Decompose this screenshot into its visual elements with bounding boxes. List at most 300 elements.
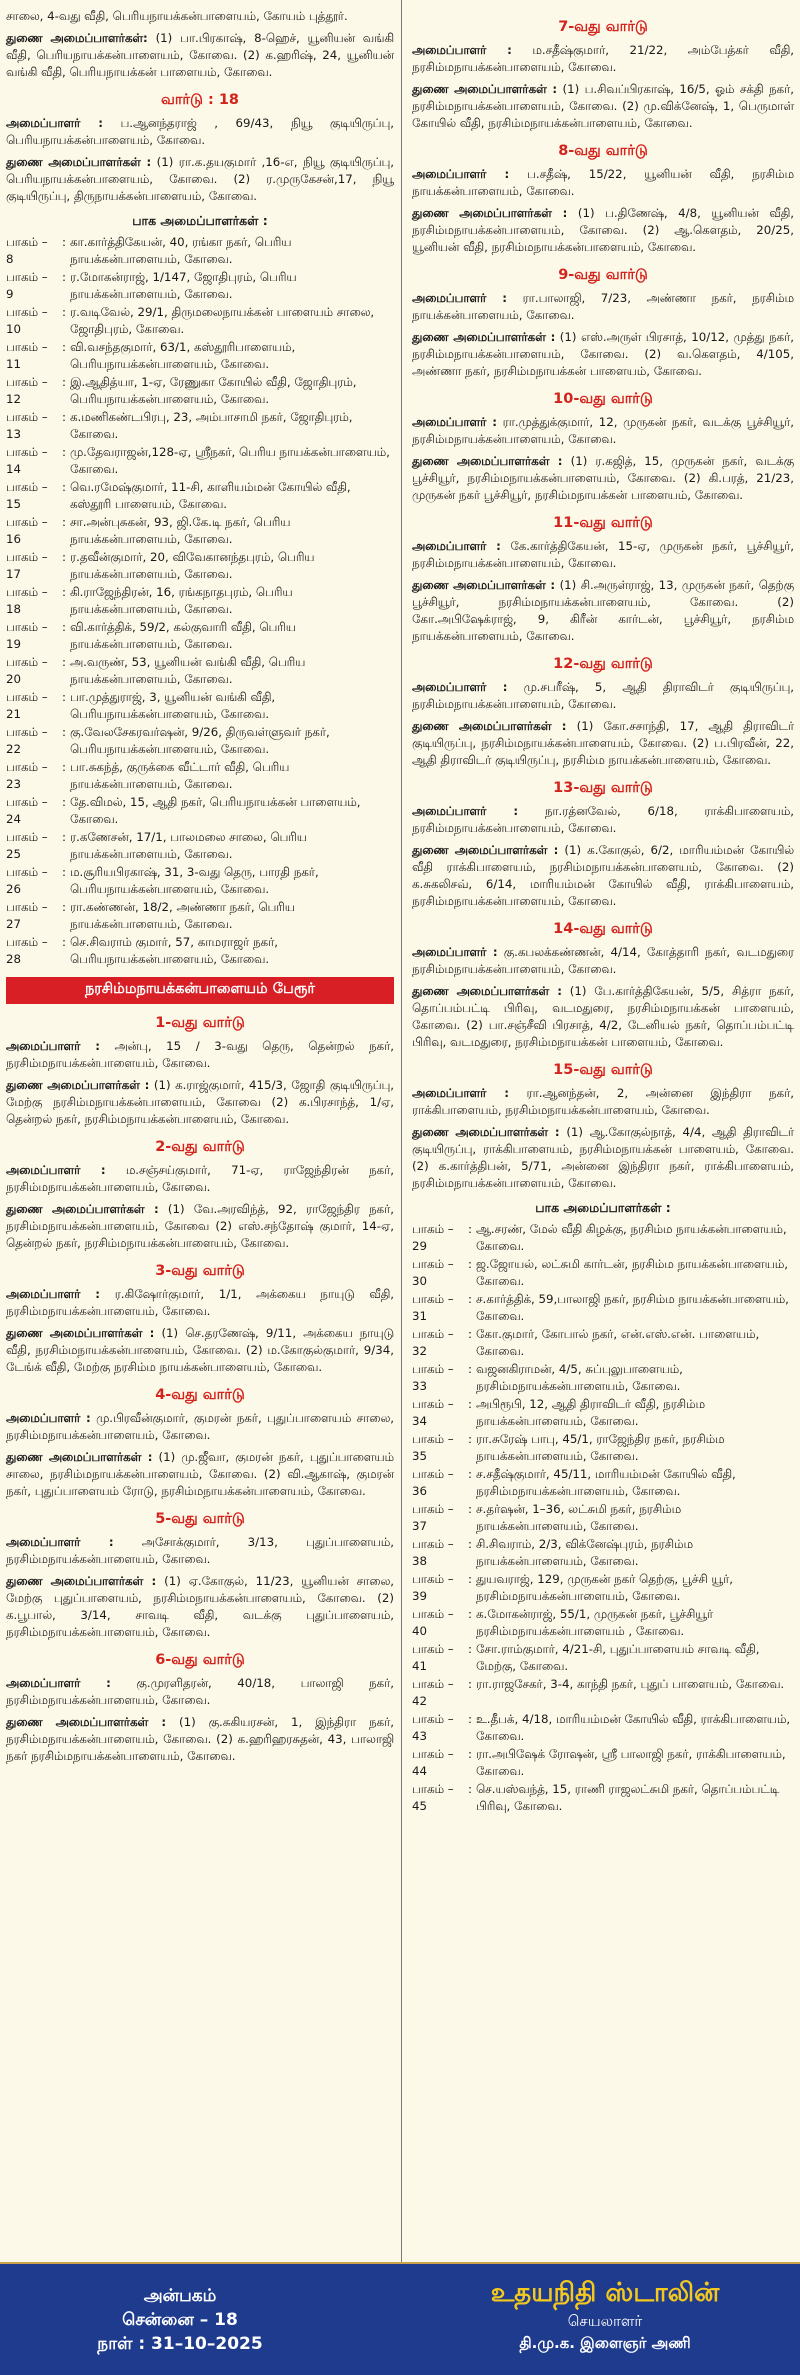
ward-block [6,1015,394,1128]
booth-number: பாகம் – 25 [6,830,48,861]
footer-signatory [440,2276,770,2354]
booth-number: பாகம் – 8 [6,235,48,266]
deputy-text: (1) ஏ.கோகுல், 11/23, யூனியன் சாலை, மேற்கு புதுப்பாளையம், நரசிம்மநாயக்கன்பாளையம், கோவை. (2) க.பூபால், 3/14, சாவடி வீதி, வடக்கு புதுப்பாளையம், நரசிம்மநாயக்கன்பாளையம், கோவை. [6,1574,394,1639]
column-divider [401,0,402,2262]
ward-block [412,267,794,380]
booth-person: வெ.ரமேஷ்குமார், 11-சி, காளியம்மன் கோயில் வீதி, கஸ்தூரி பாளையம், கோவை. [70,480,351,511]
booth-person: பா.முத்துராஜ், 3, யூனியன் வங்கி வீதி, பெரியநாயக்கன்பாளையம், கோவை. [70,690,276,721]
ward-block [412,19,794,132]
organizer-text: அசோக்குமார், 3/13, புதுப்பாளையம், நரசிம்மநாயக்கன்பாளையம், கோவை. [6,1535,394,1566]
ward-organizer [6,1534,394,1568]
booth-number: பாகம் – 27 [6,900,48,931]
deputy-label: துணை அமைப்பாளர்கள் : [412,843,559,857]
ward-title: 6-வது வார்டு [155,1652,245,1668]
booth-number: பாகம் – 40 [412,1607,454,1638]
booth-colon: : [62,305,66,319]
booth-person: உ.தீபக், 4/18, மாரியம்மன் கோயில் வீதி, ராக்கிபாளையம், கோவை. [476,1712,791,1743]
booth-list-left [6,234,394,967]
booth-row [412,1746,794,1779]
organizer-text: கு.கபலக்கண்ணன், 4/14, கோத்தாரி நகர், வடமதுரை நரசிம்மநாயக்கன்பாளையம், கோவை. [412,945,795,976]
booth-row [6,409,394,442]
booth-number: பாகம் – 28 [6,935,48,966]
organizer-label: அமைப்பாளர் : [6,1535,114,1549]
footer [0,2262,800,2375]
signatory-organization: தி.மு.க. இளைஞர் அணி [519,2334,691,2352]
booth-colon: : [62,900,66,914]
ward-organizer [412,414,794,448]
booth-colon: : [468,1327,472,1341]
ward-title: 7-வது வார்டு [558,19,648,35]
ward-deputies [6,1573,394,1641]
booth-colon: : [468,1677,472,1691]
ward-organizer [412,290,794,324]
ward-title: 5-வது வார்டு [155,1511,245,1527]
booth-heading-right: பாக அமைப்பாளர்கள் : [535,1200,671,1215]
booth-number: பாகம் – 42 [412,1677,454,1708]
deputy-label: துணை அமைப்பாளர்கள் : [6,1715,167,1729]
ward-deputies [6,1449,394,1500]
booth-row [6,934,394,967]
booth-colon: : [468,1362,472,1376]
ward-18-organizer [6,115,394,149]
organizer-label: அமைப்பாளர் : [6,116,103,130]
organizer-text: ரா.முத்துக்குமார், 12, முருகன் நகர், வடக்கு பூச்சியூர், நரசிம்மநாயக்கன்பாளையம், கோவை. [412,415,794,446]
booth-person: சா.அன்புசுகன், 93, ஜி.கே.டி நகர், பெரிய நாயக்கன்பாளையம், கோவை. [70,515,291,546]
booth-row [412,1571,794,1604]
booth-number: பாகம் – 19 [6,620,48,651]
booth-person: ச.சதீஷ்குமார், 45/11, மாரியம்மன் கோயில் வீதி, நரசிம்மநாயக்கன்பாளையம், கோவை. [476,1467,736,1498]
booth-person: துயவராஜ், 129, முருகன் நகர் தெற்கு, பூச்சி யூர், நரசிம்மநாயக்கன்பாளையம், கோவை. [476,1572,733,1603]
ward-title: 14-வது வார்டு [553,921,653,937]
organizer-label: அமைப்பாளர் : [6,1163,106,1177]
booth-person: ச.கார்த்திக், 59,பாலாஜி நகர், நரசிம்ம நாயக்கன்பாளையம், கோவை. [476,1292,789,1323]
booth-row [6,829,394,862]
organizer-text: கே.கார்த்திகேயன், 15-ஏ, முருகன் நகர், பூச்சியூர், நரசிம்மநாயக்கன்பாளையம், கோவை. [412,539,794,570]
booth-person: ர.தவீன்குமார், 20, விவேகானந்தபுரம், பெரிய நாயக்கன்பாளையம், கோவை. [70,550,315,581]
ward-deputies [412,842,794,910]
booth-colon: : [62,515,66,529]
deputy-label: துணை அமைப்பாளர்கள் : [412,1125,560,1139]
deputy-label: துணை அமைப்பாளர்கள் : [412,206,568,220]
booth-number: பாகம் – 11 [6,340,48,371]
booth-row [6,374,394,407]
booth-number: பாகம் – 18 [6,585,48,616]
booth-colon: : [62,410,66,424]
booth-row [412,1326,794,1359]
booth-colon: : [468,1397,472,1411]
booth-colon: : [62,480,66,494]
booth-number: பாகம் – 34 [412,1397,454,1428]
booth-colon: : [62,795,66,809]
booth-row [6,339,394,372]
footer-office: அன்பகம் [143,2286,217,2306]
deputy-label: துணை அமைப்பாளர்கள் : [412,330,556,344]
intro-deputies [6,30,394,81]
organizer-label: அமைப்பாளர் : [6,1287,101,1301]
ward-block [412,515,794,645]
organizer-label: அமைப்பாளர் : [412,539,501,553]
ward-organizer [412,538,794,572]
booth-colon: : [468,1222,472,1236]
organizer-text: ம.சதீஷ்குமார், 21/22, அம்பேத்கர் வீதி, நரசிம்மநாயக்கன்பாளையம், கோவை. [412,43,795,74]
booth-row [412,1396,794,1429]
booth-colon: : [62,830,66,844]
organizer-label: அமைப்பாளர் : [6,1039,100,1053]
booth-colon: : [62,550,66,564]
booth-row [412,1641,794,1674]
booth-number: பாகம் – 33 [412,1362,454,1393]
booth-person: கா.கார்த்திகேயன், 40, ரங்கா நகர், பெரிய நாயக்கன்பாளையம், கோவை. [70,235,292,266]
booth-colon: : [468,1502,472,1516]
ward-block [6,1387,394,1500]
ward-title: 3-வது வார்டு [155,1263,245,1279]
booth-number: பாகம் – 35 [412,1432,454,1463]
organizer-label: அமைப்பாளர் : [412,291,507,305]
booth-colon: : [62,690,66,704]
ward-title: 2-வது வார்டு [155,1139,245,1155]
ward-block [412,656,794,769]
booth-colon: : [62,375,66,389]
deputy-label: துணை அமைப்பாளர்கள் : [412,984,562,998]
deputy-label: துணை அமைப்பாளர்கள் : [6,155,152,169]
deputy-label: துணை அமைப்பாளர்கள் : [6,1078,150,1092]
deputy-text: (1) மு.ஜீவா, குமரன் நகர், புதுப்பாளையம் சாலை, நரசிம்மநாயக்கன்பாளையம், கோவை. (2) வி.ஆகாஷ், குமரன் நகர், புதுப்பாளையம் ரோடு, நரசிம்மநாயக்கன்பாளையம், கோவை. [6,1450,394,1498]
ward-organizer [6,1286,394,1320]
deputy-label: துணை அமைப்பாளர்கள் : [412,719,567,733]
ward-deputies [412,81,794,132]
booth-row [412,1781,794,1814]
booth-row [6,304,394,337]
booth-number: பாகம் – 43 [412,1712,454,1743]
deputy-text: (1) ப.திணேஷ், 4/8, யூனியன் வீதி, நரசிம்மநாயக்கன்பாளையம், கோவை. (2) ஆ.கௌதம், 20/25, யூனியன் வீதி, நரசிம்மநாயக்கன்பாளையம், கோவை. [412,206,795,254]
ward-18-deputies [6,154,394,205]
booth-person: ர.வடிவேல், 29/1, திருமலைநாயக்கன் பாளையம் சாலை, ஜோதிபுரம், கோவை. [70,305,375,336]
organizer-text: ப.சதீஷ், 15/22, யூனியன் வீதி, நரசிம்ம நாயக்கன்பாளையம், கோவை. [412,167,795,198]
booth-colon: : [468,1712,472,1726]
booth-row [6,724,394,757]
organizer-text: ரா.பாலாஜி, 7/23, அண்ணா நகர், நரசிம்ம நாயக்கன்பாளையம், கோவை. [412,291,795,322]
deputy-label: துணை அமைப்பாளர்கள் : [412,454,563,468]
booth-person: இ.ஆதித்யா, 1-ஏ, ரேணுகா கோயில் வீதி, ஜோதிபுரம், பெரியநாயக்கன்பாளையம், கோவை. [70,375,357,406]
deputy-label: துணை அமைப்பாளர்கள் : [412,578,556,592]
ward-organizer [412,944,794,978]
organizer-text: ரா.ஆனந்தன், 2, அன்னை இந்திரா நகர், ராக்கிபாளையம், நரசிம்மநாயக்கன்பாளையம், கோவை. [412,1086,794,1117]
booth-person: ஆ.சரண், மேல் வீதி கிழக்கு, நரசிம்ம நாயக்கன்பாளையம், கோவை. [476,1222,787,1253]
ward-organizer [412,166,794,200]
booth-person: வி.கார்த்திக், 59/2, கல்குவாரி வீதி, பெரிய நாயக்கன்பாளையம், கோவை. [70,620,296,651]
ward-block [412,921,794,1051]
booth-number: பாகம் – 24 [6,795,48,826]
booth-colon: : [62,760,66,774]
deputy-text: (1) ஆ.கோகுல்நாத், 4/4, ஆதி திராவிடர் குடியிருப்பு, ராக்கிபாளையம், நரசிம்மநாயக்கன் பாளையம், கோவை. (2) க.கார்த்திபன், 5/71, அன்னை இந்திரா நகர், ராக்கிபாளையம், நரசிம்மநாயக்கன்பாளையம், கோவை. [412,1125,794,1190]
booth-number: பாகம் – 41 [412,1642,454,1673]
booth-row [412,1536,794,1569]
booth-row [6,514,394,547]
right-column [412,8,794,1816]
intro-address: சாலை, 4-வது வீதி, பெரியநாயக்கன்பாளையம், கோயம் புத்தூர். [6,9,348,23]
booth-number: பாகம் – 45 [412,1782,454,1813]
booth-person: ஜ.ஜோயல், லட்சுமி கார்டன், நரசிம்ம நாயக்கன்பாளையம், கோவை. [476,1257,788,1288]
ward-list-right [412,19,794,1192]
booth-row [6,759,394,792]
booth-number: பாகம் – 23 [6,760,48,791]
booth-colon: : [62,655,66,669]
footer-city: சென்னை – 18 [122,2310,238,2330]
booth-row [6,549,394,582]
booth-person: செ.சிவராம் குமார், 57, காமராஜர் நகர், பெரியநாயக்கன்பாளையம், கோவை. [70,935,278,966]
signatory-designation: செயலாளர் [567,2312,643,2330]
booth-row [6,654,394,687]
deputy-label: துணை அமைப்பாளர்கள் : [6,1574,157,1588]
booth-person: அ.வருண், 53, யூனியன் வங்கி வீதி, பெரிய நாயக்கன்பாளையம், கோவை. [70,655,306,686]
ward-block [6,1139,394,1252]
organizer-text: ம.சஞ்சய்குமார், 71-ஏ, ராஜேந்திரன் நகர், நரசிம்மநாயக்கன்பாளையம், கோவை. [6,1163,395,1194]
ward-organizer [412,679,794,713]
deputy-text: (1) எஸ்.அருள் பிரசாத், 10/12, முத்து நகர், நரசிம்மநாயக்கன்பாளையம், கோவை. (2) வ.கௌதம், 4/105, அண்ணா நகர், நரசிம்மநாயக்கன் பாளையம், கோவை. [412,330,794,378]
booth-number: பாகம் – 17 [6,550,48,581]
organizer-text: கு.முரளிதரன், 40/18, பாலாஜி நகர், நரசிம்மநாயக்கன்பாளையம், கோவை. [6,1676,395,1707]
ward-title: 9-வது வார்டு [558,267,648,283]
booth-row [412,1291,794,1324]
booth-colon: : [62,725,66,739]
organizer-label: அமைப்பாளர் : [6,1676,111,1690]
booth-person: ச.தர்ஷன், 1–36, லட்சுமி நகர், நரசிம்ம நாயக்கன்பாளையம், கோவை. [476,1502,682,1533]
intro-deputy-label: துணை அமைப்பாளர்கள்: [6,31,148,45]
organizer-label: அமைப்பாளர் : [6,1411,91,1425]
ward-deputies [412,1124,794,1192]
booth-colon: : [62,235,66,249]
booth-number: பாகம் – 38 [412,1537,454,1568]
booth-row [6,479,394,512]
deputy-label: துணை அமைப்பாளர்கள் : [412,82,558,96]
organizer-text: அன்பு, 15 / 3-வது தெரு, தென்றல் நகர், நரசிம்மநாயக்கன்பாளையம், கோவை. [6,1039,395,1070]
booth-number: பாகம் – 30 [412,1257,454,1288]
booth-colon: : [468,1572,472,1586]
booth-list-right [412,1221,794,1814]
organizer-label: அமைப்பாளர் : [412,415,497,429]
footer-place-date [60,2284,300,2356]
ward-organizer [6,1675,394,1709]
ward-list-left [6,1015,394,1765]
ward-block [412,143,794,256]
booth-row [6,794,394,827]
booth-number: பாகம் – 13 [6,410,48,441]
booth-number: பாகம் – 32 [412,1327,454,1358]
booth-colon: : [468,1257,472,1271]
ward-deputies [412,577,794,645]
organizer-label: அமைப்பாளர் : [412,167,510,181]
booth-number: பாகம் – 36 [412,1467,454,1498]
ward-organizer [6,1162,394,1196]
ward-title: 13-வது வார்டு [553,780,653,796]
ward-title: 8-வது வார்டு [558,143,648,159]
ward-block [6,1263,394,1376]
booth-person: ரா.அபிஷேக் ரோஷன், ஸ்ரீ பாலாஜி நகர், ராக்கிபாளையம், கோவை. [476,1747,786,1778]
booth-number: பாகம் – 21 [6,690,48,721]
organizer-text: ர.கிஷோர்குமார், 1/1, அக்கைய நாயுடு வீதி, நரசிம்மநாயக்கன்பாளையம், கோவை. [6,1287,394,1318]
deputy-text: (1) சி.அருள்ராஜ், 13, முருகன் நகர், தெற்கு பூச்சியூர், நரசிம்மநாயக்கன்பாளையம், கோவை. (2) கோ.அபிஷேக்ராஜ், 9, கிரீன் கார்டன், பூச்சியூர், நரசிம்ம நாயக்கன்பாளையம், கோவை. [412,578,794,643]
booth-person: க.மணிகண்டபிரபு, 23, அம்பாசாமி நகர், ஜோதிபுரம், கோவை. [70,410,353,441]
ward-deputies [6,1325,394,1376]
booth-colon: : [62,865,66,879]
booth-person: வஜனகிராமன், 4/5, சுப்புலுபாளையம், நரசிம்மநாயக்கன்பாளையம், கோவை. [476,1362,683,1393]
booth-person: ரா.ராஜசேகர், 3-4, காந்தி நகர், புதுப் பாளையம், கோவை. [476,1677,785,1691]
signatory-name: உதயநிதி ஸ்டாலின் [490,2278,720,2308]
ward-block [412,391,794,504]
booth-person: ரா.சுரேஷ் பாபு, 45/1, ராஜேந்திர நகர், நரசிம்ம நாயக்கன்பாளையம், கோவை. [476,1432,725,1463]
booth-row [6,269,394,302]
booth-number: பாகம் – 15 [6,480,48,511]
section-banner: நரசிம்மநாயக்கன்பாளையம் பேரூர் [6,977,394,1004]
organizer-text: நா.ரத்னவேல், 6/18, ராக்கிபாளையம், நரசிம்மநாயக்கன்பாளையம், கோவை. [412,804,794,835]
booth-person: கோ.குமார், கோபால் நகர், என்.எஸ்.என். பாளையம், கோவை. [476,1327,760,1358]
ward-18-title: வார்டு : 18 [160,92,240,108]
booth-heading: பாக அமைப்பாளர்கள் : [132,213,268,228]
ward-title: 1-வது வார்டு [155,1015,245,1031]
ward-organizer [6,1038,394,1072]
booth-colon: : [62,445,66,459]
ward-title: 12-வது வார்டு [553,656,653,672]
footer-date: நாள் : 31–10–2025 [97,2334,263,2354]
organizer-text: ப.ஆனந்தராஜ் , 69/43, நியூ குடியிருப்பு, பெரியநாயக்கன்பாளையம், கோவை. [6,116,394,147]
ward-block [6,1652,394,1765]
booth-person: பா.சுகந்த், குருக்கை வீட்டார் வீதி, பெரிய நாயக்கன்பாளையம், கோவை. [70,760,290,791]
booth-row [6,234,394,267]
ward-title: 4-வது வார்டு [155,1387,245,1403]
ward-organizer [412,42,794,76]
ward-deputies [412,453,794,504]
booth-row [6,689,394,722]
booth-person: வி.வசந்தகுமார், 63/1, கஸ்தூரிபாளையம், பெரியநாயக்கன்பாளையம், கோவை. [70,340,296,371]
booth-colon: : [62,585,66,599]
deputy-text: (1) க.கோகுல், 6/2, மாரியம்மன் கோயில் வீதி ராக்கிபாளையம், நரசிம்மநாயக்கன்பாளையம், கோவை. (2) க.சுகலிசவ், 6/14, மாரியம்மன் கோயில் வீதி, ராக்கிபாளையம், நரசிம்மநாயக்கன்பாளையம், கோவை. [412,843,794,908]
deputy-text: (1) ரா.க.தயகுமார் ,16-எ, நியூ குடியிருப்பு, பெரியநாயக்கன்பாளையம், கோவை. (2) ர.முருகேசன்,17, நியூ குடியிருப்பு, திருநாயக்கன்பாளையம், கோவை. [6,155,395,203]
booth-row [412,1466,794,1499]
booth-number: பாகம் – 39 [412,1572,454,1603]
booth-person: க.மோகன்ராஜ், 55/1, முருகன் நகர், பூச்சியூர் நரசிம்மநாயக்கன்பாளையம் , கோவை. [476,1607,714,1638]
deputy-text: (1) ர.கஜித், 15, முருகன் நகர், வடக்கு பூச்சியூர், நரசிம்மநாயக்கன்பாளையம், கோவை. (2) கி.பரத், 21/23, முருகன் நகர் பூச்சியூர், நரசிம்மநாயக்கன் பாளையம், கோவை. [412,454,794,502]
deputy-text: (1) செ.தரணேஷ், 9/11, அக்கைய நாயுடு வீதி, நரசிம்மநாயக்கன்பாளையம், கோவை. (2) ம.கோகுல்குமார், 9/34, டேங்க் வீதி, மேற்கு நரசிம்ம நாயக்கன்பாளையம், கோவை. [6,1326,395,1374]
booth-number: பாகம் – 9 [6,270,48,301]
ward-deputies [6,1714,394,1765]
booth-colon: : [62,935,66,949]
booth-row [412,1606,794,1639]
booth-number: பாகம் – 31 [412,1292,454,1323]
booth-colon: : [62,620,66,634]
deputy-text: (1) க.ராஜ்குமார், 415/3, ஜோதி குடியிருப்பு, மேற்கு நரசிம்மநாயக்கன்பாளையம், கோவை (2) க.பிரசாந்த், 1/ஏ, தென்றல் நகர், நரசிம்மநாயக்கன்பாளையம், கோவை. [6,1078,395,1126]
booth-row [412,1431,794,1464]
booth-colon: : [468,1642,472,1656]
booth-number: பாகம் – 37 [412,1502,454,1533]
booth-row [6,864,394,897]
ward-organizer [412,1085,794,1119]
deputy-text: (1) கோ.சசாந்தி, 17, ஆதி திராவிடர் குடியிருப்பு, நரசிம்மநாயக்கன்பாளையம், கோவை. (2) ப.பிரவீன், 22, ஆதி திராவிடர் குடியிருப்பு, நரசிம்ம நாயக்கன்பாளையம், கோவை. [412,719,795,767]
left-column [6,8,394,1770]
ward-title: 15-வது வார்டு [553,1062,653,1078]
deputy-label: துணை அமைப்பாளர்கள் : [6,1326,155,1340]
ward-title: 11-வது வார்டு [553,515,653,531]
ward-deputies [6,1201,394,1252]
booth-colon: : [468,1782,472,1796]
organizer-label: அமைப்பாளர் : [412,804,519,818]
deputy-text: (1) பே.கார்த்திகேயன், 5/5, சித்ரா நகர், தொப்பம்பட்டி பிரிவு, வடமதுரை, நரசிம்மநாயக்கன் பாளையம், கோவை. (2) பா.சஞ்சீவி பிரசாத், 4/2, டேனியல் நகர், தொப்பம்பட்டி பிரிவு, வடமதுரை, நரசிம்மநாயக்கன் பாளையம், கோவை. [412,984,795,1049]
organizer-text: மு.சபரீஷ், 5, ஆதி திராவிடர் குடியிருப்பு, நரசிம்மநாயக்கன்பாளையம், கோவை. [412,680,795,711]
deputy-label: துணை அமைப்பாளர்கள் : [6,1450,153,1464]
ward-block [412,780,794,910]
booth-number: பாகம் – 44 [412,1747,454,1778]
booth-person: ம.சூரியபிரகாஷ், 31, 3-வது தெரு, பாரதி நகர், பெரியநாயக்கன்பாளையம், கோவை. [70,865,319,896]
booth-number: பாகம் – 20 [6,655,48,686]
ward-block [412,1062,794,1192]
organizer-label: அமைப்பாளர் : [412,1086,509,1100]
booth-number: பாகம் – 10 [6,305,48,336]
booth-person: கி.ராஜேந்திரன், 16, ரங்கநாதபுரம், பெரிய நாயக்கன்பாளையம், கோவை. [70,585,293,616]
booth-number: பாகம் – 16 [6,515,48,546]
booth-colon: : [468,1607,472,1621]
booth-number: பாகம் – 14 [6,445,48,476]
booth-row [6,444,394,477]
booth-person: ர.மோகன்ராஜ், 1/147, ஜோதிபுரம், பெரிய நாயக்கன்பாளையம், கோவை. [70,270,297,301]
booth-row [412,1256,794,1289]
ward-deputies [412,329,794,380]
booth-colon: : [468,1747,472,1761]
booth-row [412,1501,794,1534]
intro-deputy-text: (1) பா.பிரகாஷ், 8-ஹெச், யூனியன் வங்கி வீதி, பெரியநாயக்கன்பாளையம், கோவை. (2) க.ஹரிஷ், 24, யூனியன் வங்கி வீதி, பெரியநாயக்கன் பாளையம், கோவை. [6,31,394,79]
booth-number: பாகம் – 22 [6,725,48,756]
booth-person: ர.கணேசன், 17/1, பாலமலை சாலை, பெரிய நாயக்கன்பாளையம், கோவை. [70,830,307,861]
booth-person: ரா.கண்ணன், 18/2, அண்ணா நகர், பெரிய நாயக்கன்பாளையம், கோவை. [70,900,295,931]
booth-colon: : [468,1292,472,1306]
booth-row [412,1221,794,1254]
booth-row [412,1676,794,1709]
ward-title: 10-வது வார்டு [553,391,653,407]
deputy-text: (1) கு.சுகியரசன், 1, இந்திரா நகர், நரசிம்மநாயக்கன்பாளையம், கோவை. (2) க.ஹரிஹரசுதன், 43, பாலாஜி நகர் நரசிம்மநாயக்கன்பாளையம், கோவை. [6,1715,395,1763]
booth-person: தே.விமல், 15, ஆதி நகர், பெரியநாயக்கன் பாளையம், கோவை. [70,795,361,826]
organizer-text: மு.பிரவீன்குமார், குமரன் நகர், புதுப்பாளையம் சாலை, நரசிம்மநாயக்கன்பாளையம், கோவை. [6,1411,394,1442]
ward-organizer [6,1410,394,1444]
booth-colon: : [468,1432,472,1446]
booth-colon: : [62,270,66,284]
booth-colon: : [62,340,66,354]
booth-row [412,1711,794,1744]
booth-person: சோ.ராம்குமார், 4/21-சி, புதுப்பாளையம் சாவடி வீதி, மேற்கு, கோவை. [476,1642,760,1673]
booth-row [6,584,394,617]
ward-deputies [412,983,794,1051]
deputy-text: (1) ப.சிவப்பிரகாஷ், 16/5, ஓம் சக்தி நகர், நரசிம்மநாயக்கன்பாளையம், கோவை. (2) மு.விக்னேஷ், 1, பெருமாள் கோயில் வீதி, நரசிம்மநாயக்கன்பாளையம், கோவை. [412,82,794,130]
booth-person: சி.சிவராம், 2/3, விக்னேஷ்புரம், நரசிம்ம நாயக்கன்பாளையம், கோவை. [476,1537,693,1568]
booth-colon: : [468,1537,472,1551]
booth-row [412,1361,794,1394]
booth-person: கு.வேலசேகரவர்ஷன், 9/26, திருவள்ளுவர் நகர், பெரியநாயக்கன்பாளையம், கோவை. [70,725,330,756]
booth-row [6,899,394,932]
ward-deputies [6,1077,394,1128]
ward-block [6,1511,394,1641]
ward-deputies [412,718,794,769]
organizer-label: அமைப்பாளர் : [412,945,498,959]
booth-number: பாகம் – 26 [6,865,48,896]
organizer-label: அமைப்பாளர் : [412,43,512,57]
deputy-text: (1) வே.அரவிந்த், 92, ராஜேந்திர நகர், நரசிம்மநாயக்கன்பாளையம், கோவை (2) எஸ்.சந்தோஷ் குமார், 14-ஏ, தென்றல் நகர், நரசிம்மநாயக்கன்பாளையம், கோவை. [6,1202,395,1250]
booth-number: பாகம் – 12 [6,375,48,406]
ward-organizer [412,803,794,837]
booth-person: செ.யஸ்வந்த், 15, ராணி ராஜலட்சுமி நகர், தொப்பம்பட்டி பிரிவு, கோவை. [476,1782,780,1813]
deputy-label: துணை அமைப்பாளர்கள் : [6,1202,159,1216]
ward-deputies [412,205,794,256]
booth-person: அபிரூபி, 12, ஆதி திராவிடர் வீதி, நரசிம்ம நாயக்கன்பாளையம், கோவை. [476,1397,706,1428]
booth-row [6,619,394,652]
booth-number: பாகம் – 29 [412,1222,454,1253]
organizer-label: அமைப்பாளர் : [412,680,508,694]
